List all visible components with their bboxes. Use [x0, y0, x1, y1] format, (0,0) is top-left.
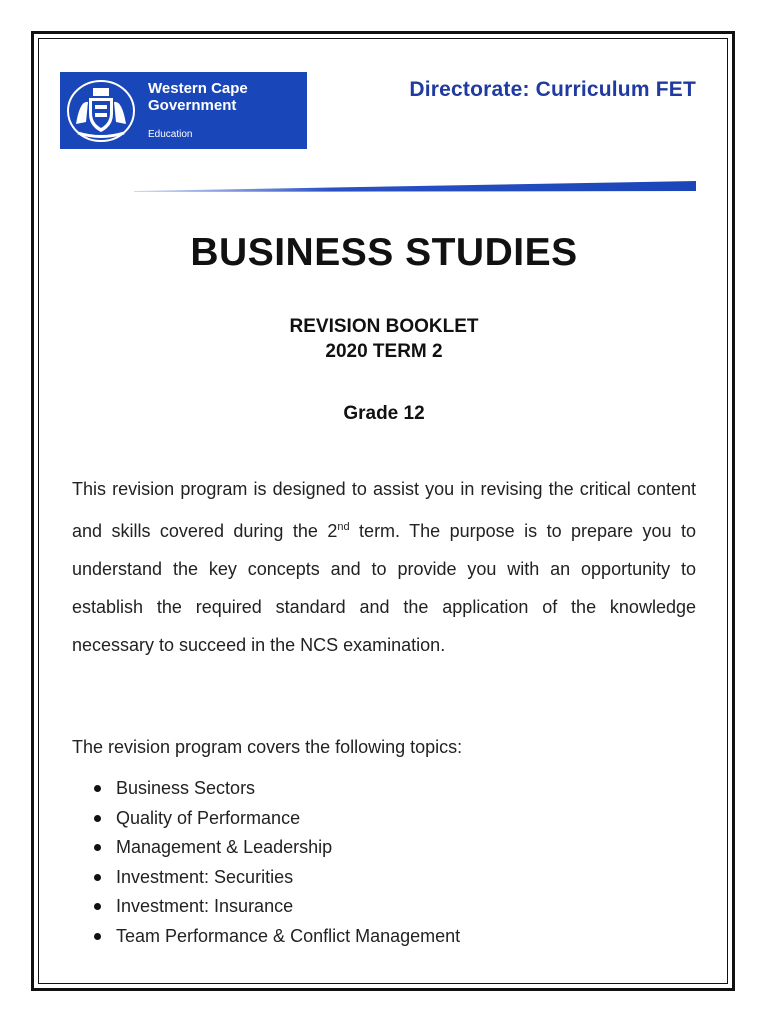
header-divider-rule	[134, 178, 696, 194]
topic-label: Investment: Insurance	[116, 896, 294, 916]
logo-title	[148, 80, 248, 114]
topic-label: Investment: Securities	[116, 866, 294, 887]
bullet-icon	[94, 785, 101, 792]
logo-title-line2: Government	[148, 97, 237, 114]
bullet-icon	[94, 933, 101, 940]
wcg-logo	[60, 72, 307, 149]
list-item	[94, 774, 460, 804]
booklet-heading	[0, 314, 768, 364]
logo-subtitle: Education	[148, 129, 193, 140]
topics-list	[94, 774, 460, 951]
intro-superscript: nd	[337, 521, 350, 533]
topic-label: Team Performance & Conflict Management	[116, 925, 461, 946]
list-item	[94, 833, 460, 863]
intro-text-part2: term. The purpose is to prepare you to understand the key concepts and to provide you with an opportunity to establish the required standard and the application of the knowledge necessary to succeed in the NCS examination.	[72, 521, 696, 655]
list-item	[94, 892, 460, 922]
booklet-line2: 2020 TERM 2	[325, 341, 443, 362]
topics-lead-text: The revision program covers the following topics:	[72, 737, 463, 757]
booklet-line1: REVISION BOOKLET	[289, 316, 479, 337]
topic-label: Management & Leadership	[116, 837, 333, 857]
list-item	[94, 863, 460, 893]
bullet-icon	[94, 815, 101, 822]
intro-paragraph	[72, 470, 696, 664]
topic-label: Quality of Performance	[116, 807, 301, 828]
directorate-heading: Directorate: Curriculum FET	[409, 78, 696, 101]
logo-title-line1: Western Cape	[148, 80, 248, 97]
bullet-icon	[94, 903, 101, 910]
grade-heading: Grade 12	[343, 403, 425, 424]
intro-text-part1: This revision program is designed to assist you in revising the critical content and skills covered during the 2	[72, 479, 696, 541]
bullet-icon	[94, 874, 101, 881]
list-item	[94, 804, 460, 834]
bullet-icon	[94, 844, 101, 851]
topic-label: Business Sectors	[116, 778, 256, 798]
list-item	[94, 922, 460, 952]
coat-of-arms-icon	[66, 78, 136, 143]
document-title: BUSINESS STUDIES	[190, 231, 578, 274]
